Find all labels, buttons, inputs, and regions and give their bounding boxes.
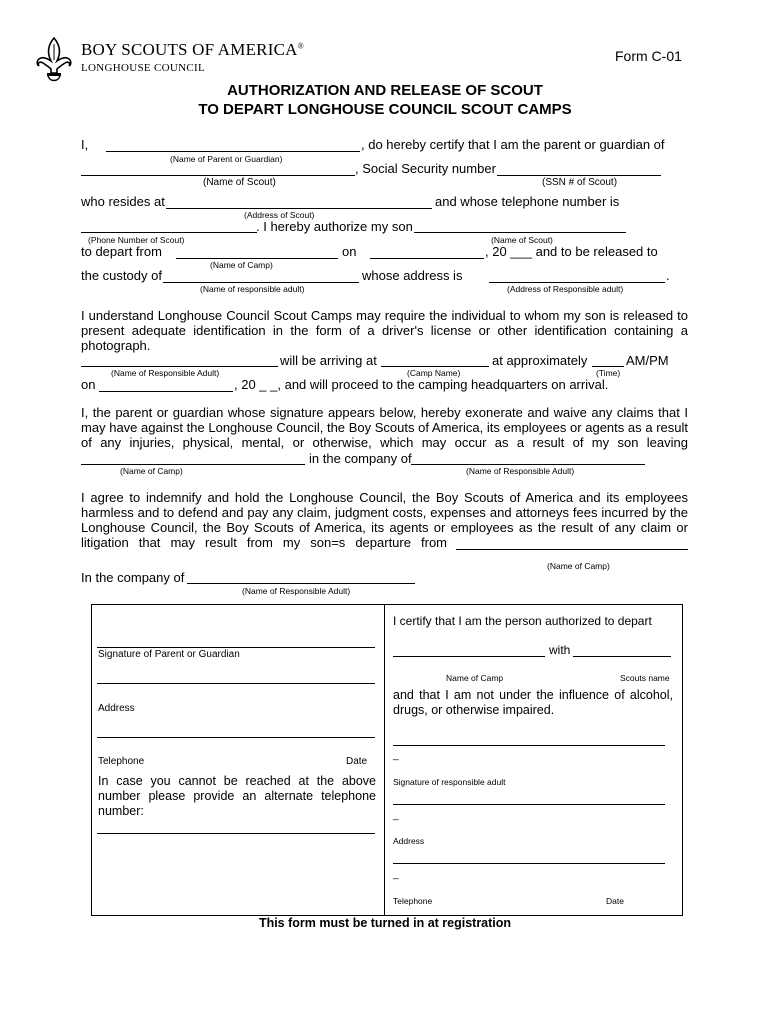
year-text: , 20 ___ and to be released to [485,244,658,259]
caption-resp-adult: (Name of Responsible Adult) [111,368,220,378]
alternate-phone-text: In case you cannot be reached at the above number please provide an alternate telephone number: [98,774,376,818]
parent-signature-field[interactable] [97,647,375,648]
caption-parent: (Name of Parent or Guardian) [170,154,283,164]
responsible-signature-field[interactable] [393,745,665,746]
bsa-logo [34,36,74,86]
parent-date-label: Date [346,756,368,767]
parent-address-field[interactable] [97,683,375,684]
depart-date-field[interactable] [370,258,484,259]
period: . [666,268,670,283]
scout-address-field[interactable] [166,208,432,209]
fleur-de-lis-icon [34,36,74,86]
responsible-adult-field[interactable] [163,282,359,283]
caption-resp-address: (Address of Responsible adult) [507,284,624,294]
caption-camp-4: (Name of Camp) [547,561,610,571]
exonerate-camp-field[interactable] [81,464,305,465]
form-number: Form C-01 [615,48,682,64]
exonerate-adult-field[interactable] [411,464,645,465]
responsible-signature-label: Signature of responsible adult [393,777,506,787]
dash-3: _ [393,869,399,880]
certify-depart-text: I certify that I am the person authorized to depart [393,614,652,628]
council-name: LONGHOUSE COUNCIL [81,62,205,74]
responsible-date-label: Date [606,896,624,906]
approx-text: at approximately [492,353,588,368]
box-divider [384,604,385,916]
arrival-date-field[interactable] [99,391,233,392]
i-prefix: I, [81,137,89,152]
caption-camp: (Name of Camp) [210,260,273,270]
caption-camp-3: (Name of Camp) [120,466,183,476]
caption-scout: (Name of Scout) [203,177,276,188]
arriving-adult-field[interactable] [81,366,278,367]
arrival-time-field[interactable] [592,366,624,367]
arriving-text: will be arriving at [280,353,377,368]
caption-resp-4: (Name of Responsible Adult) [242,586,351,596]
exonerate-paragraph: I, the parent or guardian whose signature appears below, hereby exonerate and waive any claims that I may have against the Longhouse Council, the Boy Scouts of America, its employees or agents as a result of any injuries, physical, mental, or otherwise, which may occur as a result of my son leaving [81,405,688,450]
scout-phone-field[interactable] [81,232,257,233]
with-text: with [549,643,571,657]
caption-ssn: (SSN # of Scout) [542,177,618,188]
title-line-1: AUTHORIZATION AND RELEASE OF SCOUT [227,82,543,99]
ssn-field[interactable] [497,175,661,176]
brand-name: BOY SCOUTS OF AMERICA® [81,40,304,59]
dash-2: _ [393,810,399,821]
on-text-2: on [81,377,96,392]
responsible-address-field[interactable] [489,282,665,283]
parent-telephone-field[interactable] [97,737,375,738]
proceed-text: , 20 _ _, and will proceed to the camping headquarters on arrival. [234,377,609,392]
custody-text: the custody of [81,268,162,283]
alternate-phone-field[interactable] [97,833,375,834]
departure-camp-field[interactable] [456,549,688,550]
indemnify-last-line: litigation that may result from my son=s departure from [81,535,447,550]
company-text: in the company of [309,451,412,466]
responsible-telephone-field[interactable] [393,863,665,864]
scout-name-field[interactable] [81,175,355,176]
title-line-2: TO DEPART LONGHOUSE COUNCIL SCOUT CAMPS [198,101,572,118]
influence-text: and that I am not under the influence of alcohol, drugs, or otherwise impaired. [393,688,673,717]
company-adult-field[interactable] [187,583,415,584]
on-text: on [342,244,357,259]
responsible-address-label: Address [393,836,425,846]
camp-name-field[interactable] [176,258,338,259]
caption-resp-3: (Name of Responsible Adult) [466,466,575,476]
ampm-text: AM/PM [626,353,669,368]
resides-text: who resides at [81,194,165,209]
scouts-name-label: Scouts name [620,673,670,683]
parent-signature-label: Signature of Parent or Guardian [98,649,240,660]
arriving-camp-field[interactable] [381,366,489,367]
identification-paragraph: I understand Longhouse Council Scout Camps may require the individual to whom my son is released to present adequate identification in the form of a driver's license or other identification containing a photograph. [81,308,688,353]
caption-time: (Time) [596,368,621,378]
authorize-text: . I hereby authorize my son [256,219,413,234]
dash-1: _ [393,750,399,761]
caption-phone: (Phone Number of Scout) [88,235,185,245]
son-name-field[interactable] [414,232,626,233]
company-text-4: In the company of [81,570,185,585]
parent-telephone-label: Telephone [98,756,145,767]
right-scout-field[interactable] [573,656,671,657]
certify-text: , do hereby certify that I am the parent or guardian of [361,137,665,152]
responsible-address-line[interactable] [393,804,665,805]
indemnify-paragraph: I agree to indemnify and hold the Longhouse Council, the Boy Scouts of America and its employees harmless and to defend and pay any claim, judgment costs, expenses and attorneys fees incurred by the Longhouse Council, the Boy Scouts of America, its agents or employees as the result of any claim or [81,490,688,535]
parent-name-field[interactable] [106,151,360,152]
depart-text: to depart from [81,244,162,259]
right-camp-field[interactable] [393,656,545,657]
name-of-camp-label: Name of Camp [446,673,504,683]
parent-address-label: Address [98,703,135,714]
phone-text: and whose telephone number is [435,194,620,209]
caption-address: (Address of Scout) [244,210,315,220]
registration-note: This form must be turned in at registration [258,916,512,930]
responsible-telephone-label: Telephone [393,896,433,906]
caption-camp-name: (Camp Name) [407,368,461,378]
caption-scout-2: (Name of Scout) [491,235,553,245]
address-text: whose address is [362,268,463,283]
caption-resp: (Name of responsible adult) [200,284,305,294]
ssn-text: , Social Security number [355,161,496,176]
